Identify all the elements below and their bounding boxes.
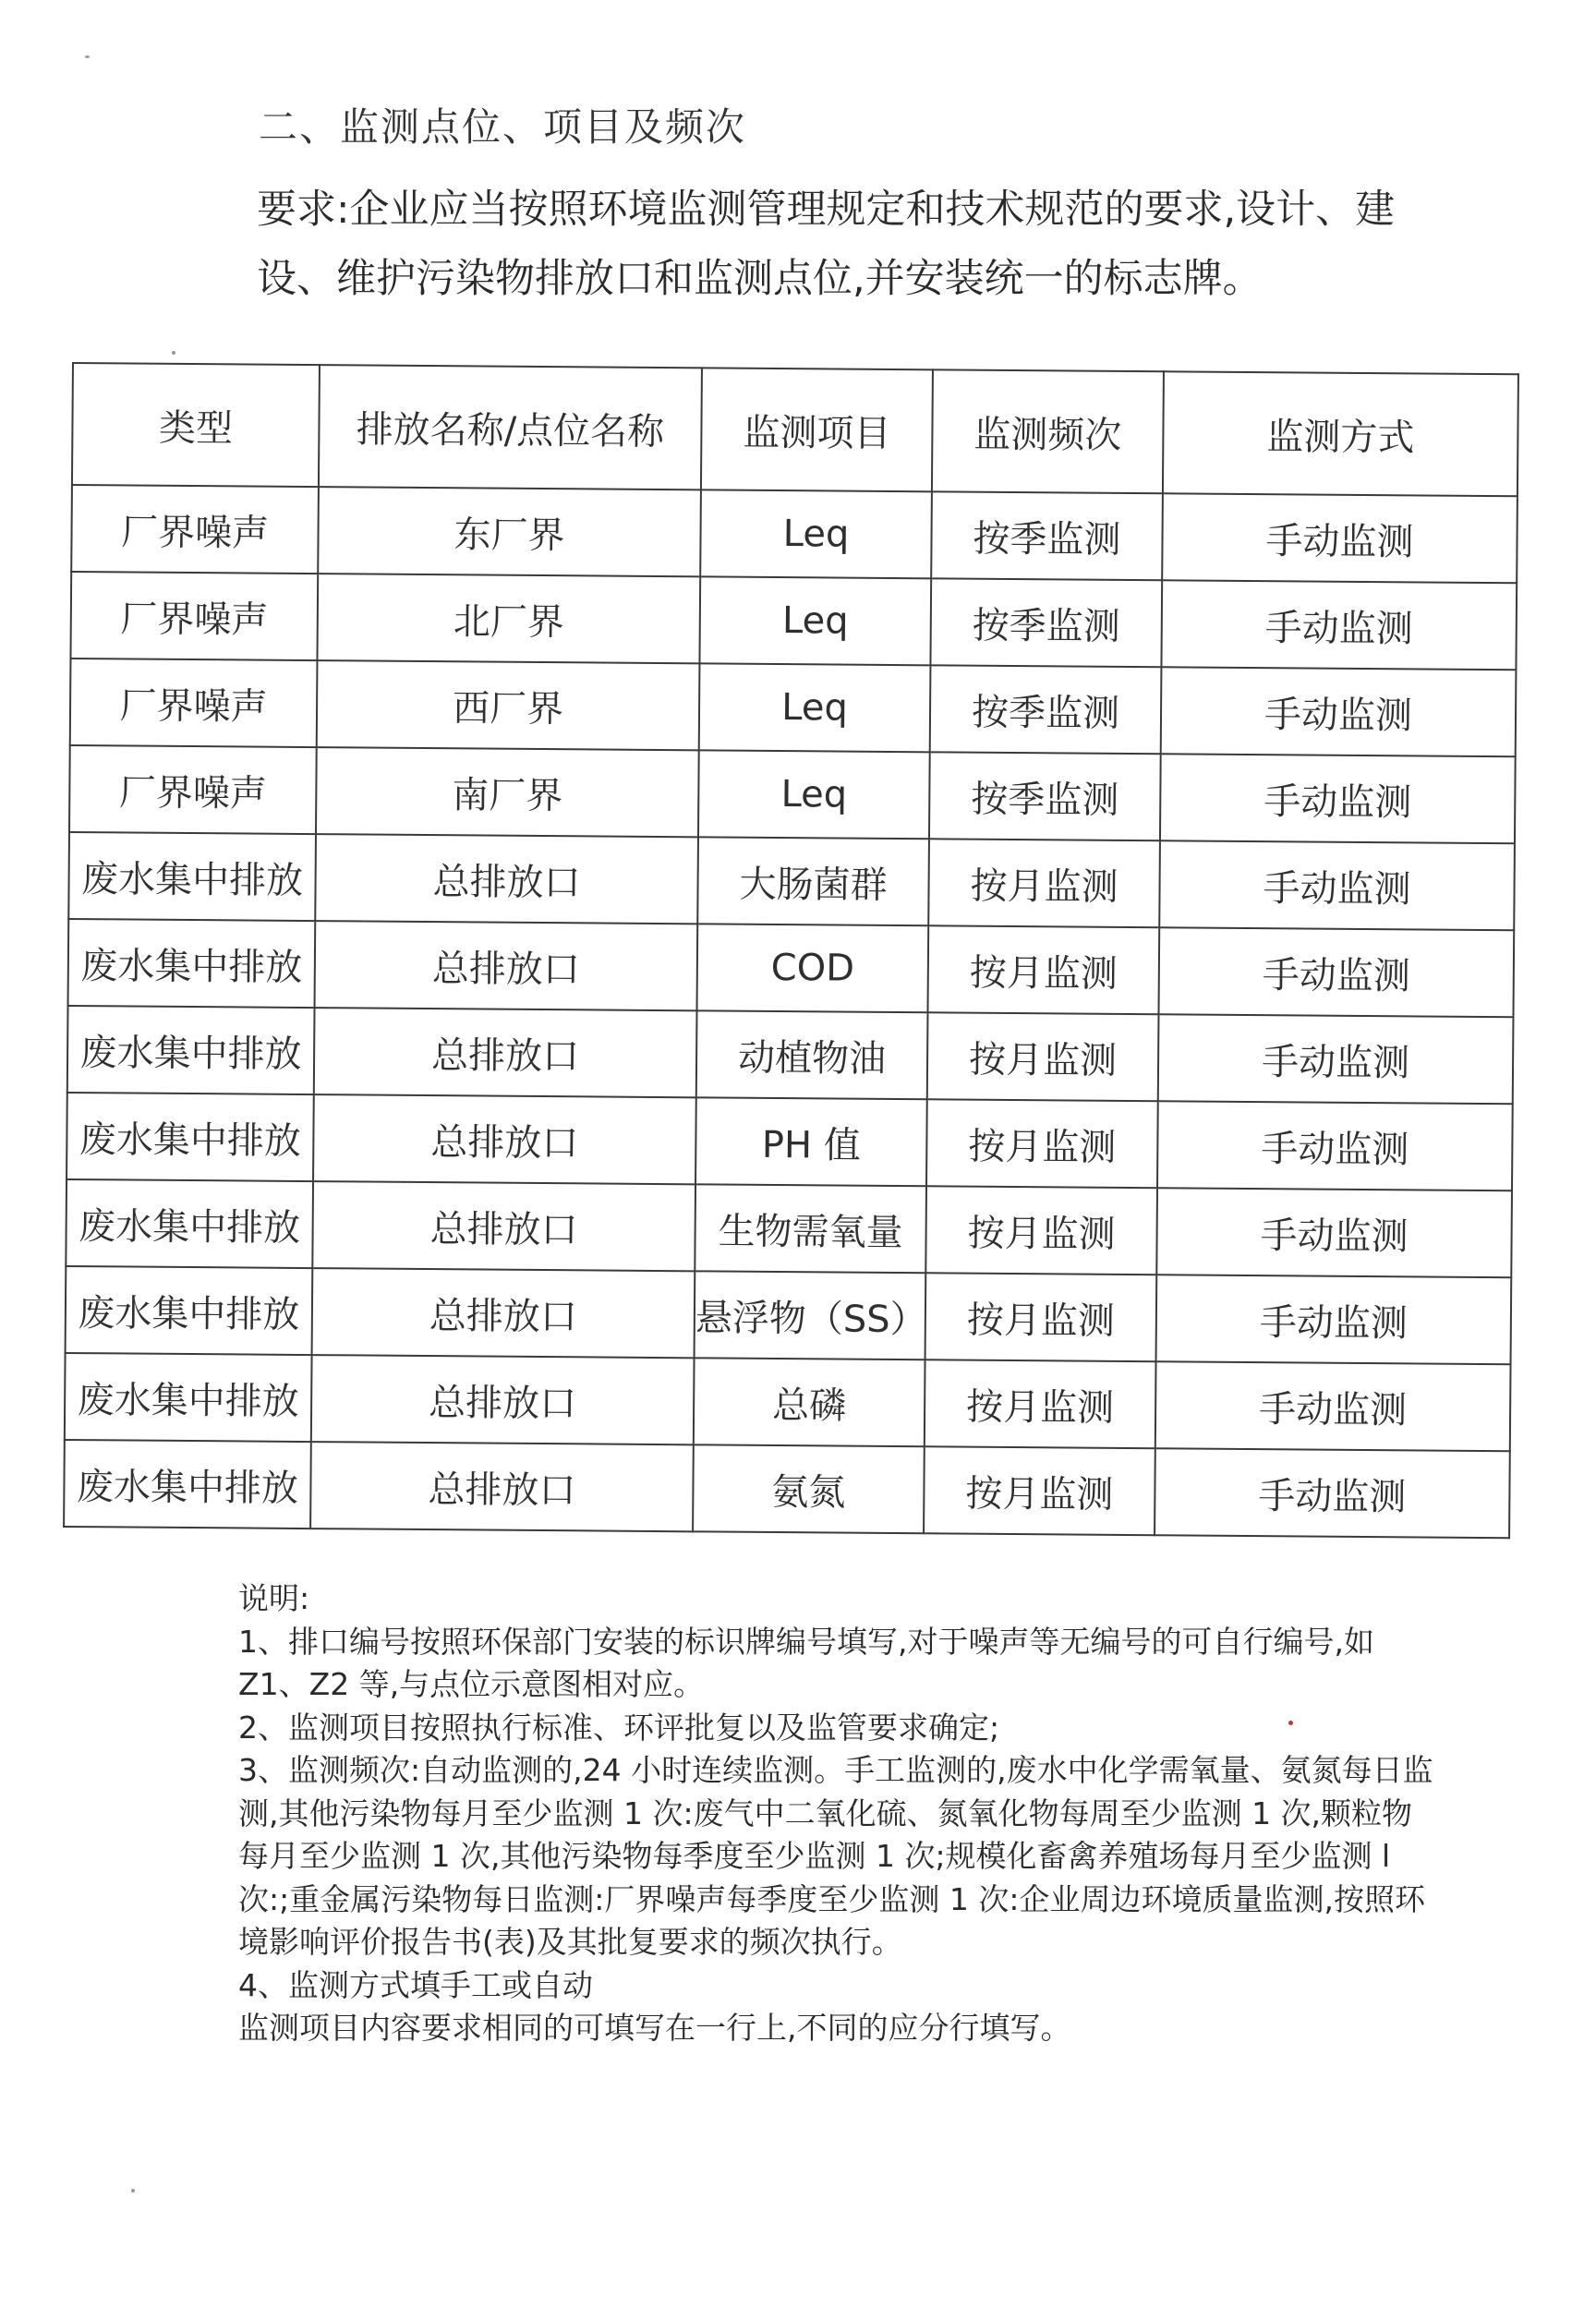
cell-point-name: 总排放口 xyxy=(314,1008,697,1097)
cell-item: Leq xyxy=(698,750,930,839)
table-row xyxy=(67,1006,1514,1104)
cell-item: 大肠菌群 xyxy=(697,837,929,925)
scan-speck xyxy=(172,351,175,355)
cell-point-name: 总排放口 xyxy=(311,1355,695,1444)
cell-point-name: 总排放口 xyxy=(312,1181,695,1271)
monitoring-table-wrapper xyxy=(63,362,1517,1539)
cell-method: 手动监测 xyxy=(1162,493,1517,583)
cell-point-name: 总排放口 xyxy=(313,1094,696,1184)
cell-method: 手动监测 xyxy=(1156,1188,1512,1277)
cell-point-name: 南厂界 xyxy=(316,747,699,837)
cell-method: 手动监测 xyxy=(1158,1014,1514,1104)
cell-type: 废水集中排放 xyxy=(66,1179,313,1268)
cell-type: 厂界噪声 xyxy=(70,572,318,660)
cell-item: Leq xyxy=(699,663,931,752)
cell-method: 手动监测 xyxy=(1155,1448,1510,1538)
cell-frequency: 按月监测 xyxy=(925,1359,1156,1448)
cell-type: 废水集中排放 xyxy=(68,832,316,921)
cell-frequency: 按月监测 xyxy=(927,1012,1159,1101)
header-frequency: 监测频次 xyxy=(932,369,1164,493)
header-type: 类型 xyxy=(72,363,320,487)
cell-item: COD xyxy=(697,924,929,1012)
notes-title: 说明: xyxy=(238,1580,310,1616)
cell-method: 手动监测 xyxy=(1158,927,1514,1017)
requirement-text: 要求:企业应当按照环境监测管理规定和技术规范的要求,设计、建设、维护污染物排放口和监测点位,并安装统一的标志牌。 xyxy=(257,187,1396,302)
section-heading: 二、监测点位、项目及频次 xyxy=(259,104,747,150)
cell-method: 手动监测 xyxy=(1157,1101,1513,1190)
cell-item: 悬浮物（SS） xyxy=(695,1271,926,1359)
note-item: 监测项目内容要求相同的可填写在一行上,不同的应分行填写。 xyxy=(238,2010,1071,2046)
cell-point-name: 总排放口 xyxy=(315,921,698,1010)
cell-point-name: 西厂界 xyxy=(317,660,700,750)
cell-point-name: 总排放口 xyxy=(315,834,698,924)
note-item: 2、监测项目按照执行标准、环评批复以及监管要求确定; xyxy=(238,1709,1000,1746)
table-row xyxy=(64,1440,1510,1538)
table-row xyxy=(70,659,1517,756)
cell-item: 动植物油 xyxy=(696,1010,928,1099)
cell-point-name: 总排放口 xyxy=(310,1442,694,1531)
cell-point-name: 总排放口 xyxy=(312,1268,695,1358)
cell-item: Leq xyxy=(700,489,932,578)
table-row xyxy=(69,745,1516,843)
cell-frequency: 按月监测 xyxy=(924,1446,1155,1535)
cell-method: 手动监测 xyxy=(1155,1361,1511,1451)
header-item: 监测项目 xyxy=(701,368,933,491)
notes-section xyxy=(238,1577,1439,2050)
table-row xyxy=(71,485,1517,583)
cell-frequency: 按季监测 xyxy=(931,491,1163,580)
table-header-row xyxy=(72,363,1518,496)
cell-method: 手动监测 xyxy=(1159,840,1515,930)
monitoring-table xyxy=(63,362,1519,1539)
cell-type: 废水集中排放 xyxy=(68,919,316,1008)
cell-frequency: 按季监测 xyxy=(930,578,1162,667)
cell-frequency: 按月监测 xyxy=(927,925,1159,1014)
scan-mark xyxy=(1288,1721,1293,1725)
table-row xyxy=(68,919,1515,1017)
cell-type: 废水集中排放 xyxy=(66,1093,314,1181)
header-point-name: 排放名称/点位名称 xyxy=(319,365,702,489)
header-method: 监测方式 xyxy=(1163,371,1518,496)
cell-point-name: 北厂界 xyxy=(317,574,700,663)
cell-frequency: 按季监测 xyxy=(930,665,1162,754)
cell-frequency: 按季监测 xyxy=(929,752,1161,840)
cell-type: 厂界噪声 xyxy=(70,659,318,747)
table-row xyxy=(68,832,1515,930)
table-row xyxy=(66,1093,1513,1190)
cell-method: 手动监测 xyxy=(1156,1275,1512,1364)
cell-frequency: 按月监测 xyxy=(925,1186,1157,1275)
cell-type: 废水集中排放 xyxy=(66,1266,313,1355)
cell-item: PH 值 xyxy=(695,1097,927,1186)
cell-frequency: 按月监测 xyxy=(928,839,1160,927)
table-row xyxy=(65,1353,1511,1451)
cell-item: Leq xyxy=(699,576,931,665)
table-row xyxy=(70,572,1517,670)
table-row xyxy=(66,1179,1512,1277)
cell-item: 生物需氧量 xyxy=(695,1184,926,1273)
note-item: 3、监测频次:自动监测的,24 小时连续监测。手工监测的,废水中化学需氧量、氨氮每日监测,其他污染物每月至少监测 1 次:废气中二氧化硫、氮氧化物每周至少监测 1 次,颗粒物每月至少监测 1 次,其他污染物每季度至少监测 1 次;规模化畜禽养殖场每月至少监测 l 次:;重金属污染物每日监测:厂界噪声每季度至少监测 1 次:企业周边环境质量监测,按照环境影响评价报告书(表)及其批复要求的频次执行。 xyxy=(238,1752,1433,1960)
scan-speck xyxy=(131,2189,135,2193)
cell-type: 废水集中排放 xyxy=(64,1440,311,1529)
cell-type: 厂界噪声 xyxy=(71,485,319,574)
table-row xyxy=(66,1266,1512,1364)
note-item: 4、监测方式填手工或自动 xyxy=(238,1966,593,2003)
cell-type: 厂界噪声 xyxy=(69,745,317,834)
cell-method: 手动监测 xyxy=(1161,580,1517,670)
cell-item: 氨氮 xyxy=(693,1444,925,1533)
cell-method: 手动监测 xyxy=(1161,667,1517,756)
cell-item: 总磷 xyxy=(694,1358,925,1446)
cell-point-name: 东厂界 xyxy=(318,487,701,576)
note-item: 1、排口编号按照环保部门安装的标识牌编号填写,对于噪声等无编号的可自行编号,如 Z1、Z2 等,与点位示意图相对应。 xyxy=(238,1623,1374,1702)
scan-speck xyxy=(85,55,90,58)
cell-frequency: 按月监测 xyxy=(925,1273,1157,1361)
cell-method: 手动监测 xyxy=(1160,754,1516,843)
cell-type: 废水集中排放 xyxy=(67,1006,315,1094)
cell-frequency: 按月监测 xyxy=(926,1099,1158,1188)
cell-type: 废水集中排放 xyxy=(65,1353,312,1442)
